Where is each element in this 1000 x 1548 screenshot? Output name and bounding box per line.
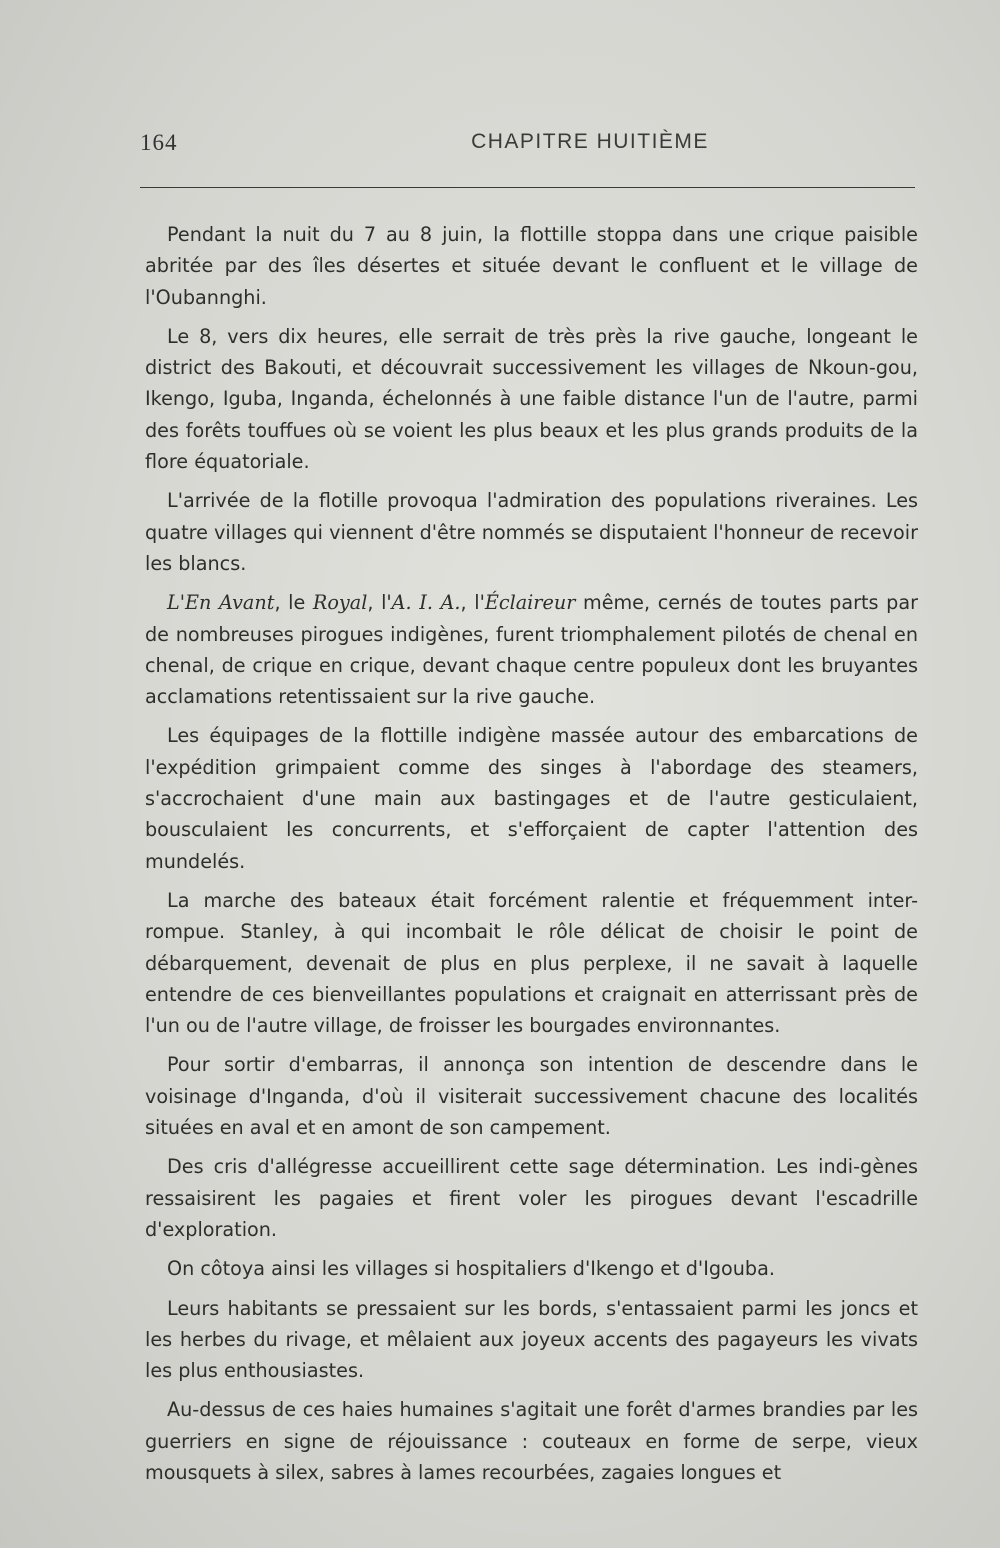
paragraph: Pendant la nuit du 7 au 8 juin, la flottille stoppa dans une crique paisible abritée par des îles désertes et située devant le confluent et le village de l'Oubannghi. <box>145 223 918 309</box>
paragraph: On côtoya ainsi les villages si hospitaliers d'Ikengo et d'Igouba. <box>167 1257 775 1281</box>
running-head <box>140 126 920 166</box>
text-fragment: , l' <box>367 591 392 615</box>
paragraph <box>145 587 918 712</box>
page-number: 164 <box>140 130 178 155</box>
paragraph: La marche des bateaux était forcément ralentie et fréquemment inter-rompue. Stanley, à qui incombait le rôle délicat de choisir le point de débarquement, devenait de plus en plus perplexe, il ne savait à laquelle entendre de ces bienveillantes populations et craignait en atterrissant près de l'un ou de l'autre village, de froisser les bourgades environnantes. <box>145 888 918 1038</box>
chapter-title: CHAPITRE HUITIÈME <box>471 130 709 153</box>
paragraph: L'arrivée de la flotille provoqua l'admiration des populations riveraines. Les quatre villages qui viennent d'être nommés se disputaient l'honneur de recevoir les blancs. <box>145 489 918 575</box>
paragraph: Les équipages de la flottille indigène massée autour des embarcations de l'expédition grimpaient comme des singes à l'abordage des steamers, s'accrochaient d'une main aux bastingages et de l'autre gesticulaient, bousculaient les concurrents, et s'efforçaient de capter l'attention des mundelés. <box>145 724 918 873</box>
ship-name: Royal <box>312 591 368 615</box>
ship-name: A. I. A. <box>391 591 461 615</box>
ship-name: L'En Avant <box>167 591 275 615</box>
paragraph: Au-dessus de ces haies humaines s'agitait une forêt d'armes brandies par les guerriers en signe de réjouissance : couteaux en forme de serpe, vieux mousquets à silex, sabres à lames recourbées, zagaies longues et <box>145 1398 918 1484</box>
paragraph: Leurs habitants se pressaient sur les bords, s'entassaient parmi les joncs et les herbes du rivage, et mêlaient aux joyeux accents des pagayeurs les vivats les plus enthousiastes. <box>145 1296 918 1383</box>
paragraph: Des cris d'allégresse accueillirent cette sage détermination. Les indi-gènes ressaisirent les pagaies et firent voler les pirogues devant l'escadrille d'exploration. <box>145 1155 918 1241</box>
paragraph: Pour sortir d'embarras, il annonça son intention de descendre dans le voisinage d'Inganda, d'où il visiterait successivement chacune des localités situées en aval et en amont de son campement. <box>145 1053 918 1140</box>
paragraph: Le 8, vers dix heures, elle serrait de très près la rive gauche, longeant le district des Bakouti, et découvrait successivement les villages de Nkoun-gou, Ikengo, Iguba, Inganda, échelonnés à une faible distance l'un de l'autre, parmi des forêts touffues où se voient les plus beaux et les plus grands produits de la flore équatoriale. <box>145 324 918 474</box>
body-text <box>145 219 918 1488</box>
text-fragment: , le <box>274 591 313 615</box>
text-fragment: , l' <box>460 591 485 615</box>
ship-name: Éclaireur <box>484 591 576 615</box>
header-rule <box>140 187 915 188</box>
text-fragment: même, cernés de toutes parts par de nombreuses pirogues indigènes, furent triomphalement pilotés de chenal en chenal, de crique en crique, devant chaque centre populeux dont les bruyantes acclamations retentissaient sur la rive gauche. <box>145 591 918 709</box>
